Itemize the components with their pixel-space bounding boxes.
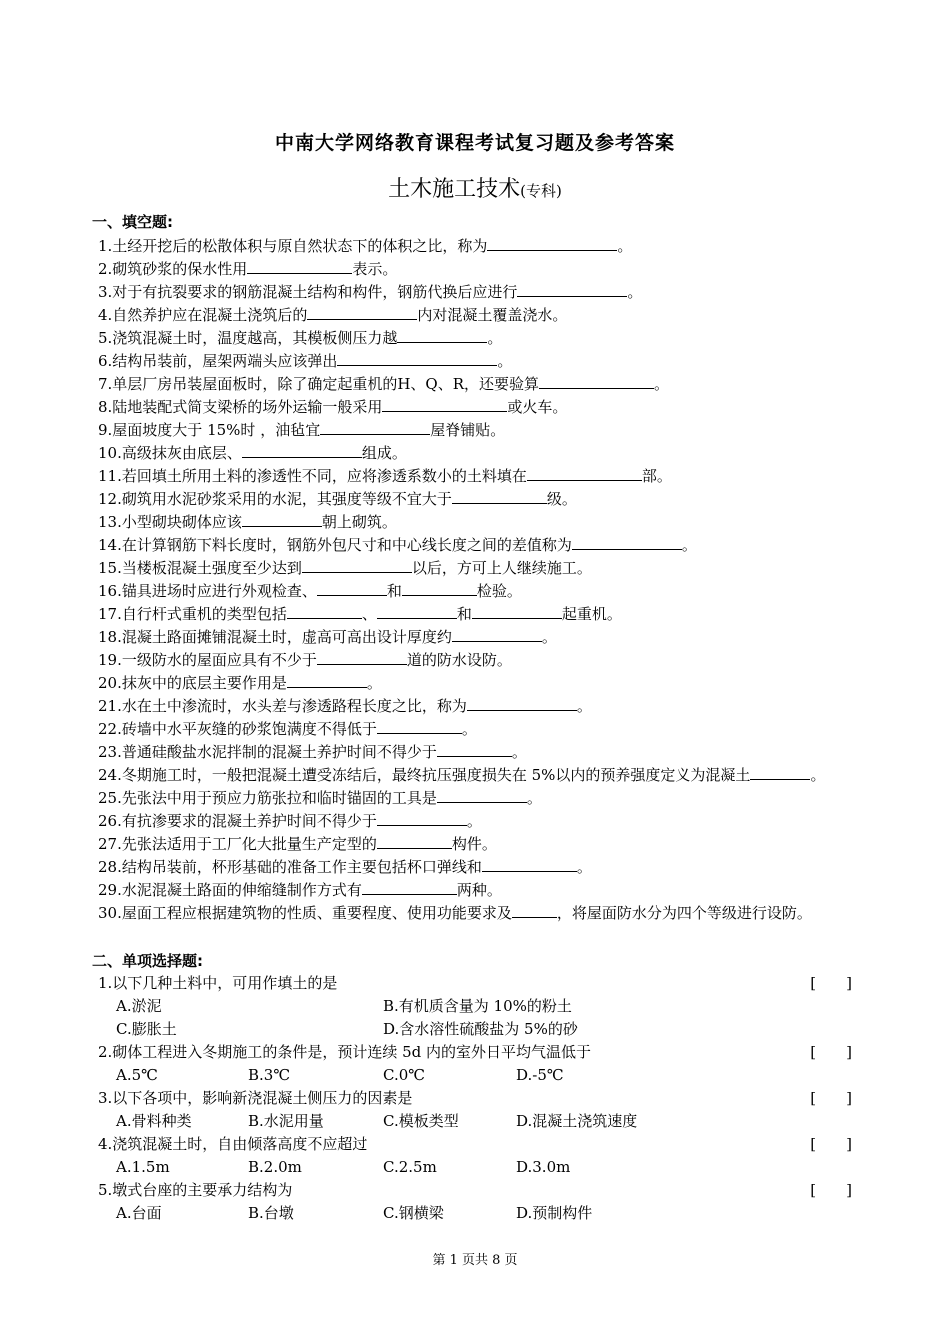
fill-blank-question [98, 694, 898, 717]
question-text: 。 [466, 812, 482, 830]
choice-question-stem [98, 1179, 858, 1202]
choice-option[interactable]: C.模板类型 [383, 1112, 459, 1130]
question-text: 11.若回填土所用土料的渗透性不同，应将渗透系数小的土料填在 [98, 467, 527, 485]
answer-blank[interactable] [320, 418, 430, 435]
question-text: 10.高级抹灰由底层、 [98, 444, 242, 462]
question-text: 21.水在土中渗流时，水头差与渗透路程长度之比，称为 [98, 697, 467, 715]
question-text: 级。 [546, 490, 577, 508]
question-text: 15.当楼板混凝土强度至少达到 [98, 559, 302, 577]
choice-options-row [98, 1018, 858, 1041]
answer-blank[interactable] [362, 878, 457, 895]
course-level: (专科) [520, 182, 562, 200]
page-number: 第 1 页共 8 页 [432, 1253, 518, 1268]
choice-options-row [98, 995, 858, 1018]
fill-blank-question [98, 878, 898, 901]
answer-blank[interactable] [287, 671, 367, 688]
answer-blank[interactable] [317, 648, 407, 665]
answer-blank[interactable] [487, 234, 617, 251]
question-text: 4.浇筑混凝土时，自由倾落高度不应超过 [98, 1135, 368, 1153]
answer-blank[interactable] [302, 556, 412, 573]
fill-blank-question [98, 763, 898, 786]
fill-blank-question [98, 464, 898, 487]
answer-blank[interactable] [750, 763, 810, 780]
question-text: 。 [526, 789, 542, 807]
fill-blank-question [98, 671, 898, 694]
fill-blank-question [98, 395, 898, 418]
question-text: 19.一级防水的屋面应具有不少于 [98, 651, 317, 669]
answer-blank[interactable] [307, 303, 417, 320]
question-text: 8.陆地装配式简支梁桥的场外运输一般采用 [98, 398, 383, 416]
question-text: 。 [366, 674, 382, 692]
question-text: ，将屋面防水分为四个等级进行设防。 [556, 904, 812, 922]
fill-blank-question [98, 533, 898, 556]
choice-question-list [98, 972, 858, 1225]
choice-option[interactable]: B.3℃ [248, 1066, 291, 1084]
question-text: 。 [576, 858, 592, 876]
choice-question-stem [98, 1041, 858, 1064]
answer-blank[interactable] [517, 280, 627, 297]
fill-blank-question [98, 280, 898, 303]
fill-blank-question [98, 740, 898, 763]
question-text: 。 [654, 375, 670, 393]
course-name: 土木施工技术 [388, 177, 521, 202]
fill-blank-question [98, 257, 898, 280]
answer-bracket[interactable]: [ ] [810, 1043, 852, 1061]
answer-blank[interactable] [437, 786, 527, 803]
question-text: 朝上砌筑。 [321, 513, 397, 531]
choice-option[interactable]: D.混凝土浇筑速度 [516, 1112, 638, 1130]
choice-options-row [98, 1156, 858, 1179]
question-text: 。 [576, 697, 592, 715]
question-text: 27.先张法适用于工厂化大批量生产定型的 [98, 835, 377, 853]
answer-blank[interactable] [527, 464, 642, 481]
answer-bracket[interactable]: [ ] [810, 1135, 852, 1153]
question-text: 、 [361, 605, 377, 623]
question-text: 。 [617, 237, 633, 255]
answer-blank[interactable] [539, 372, 654, 389]
choice-option[interactable]: D.-5℃ [516, 1066, 564, 1084]
question-text: 组成。 [361, 444, 407, 462]
question-text: 20.抹灰中的底层主要作用是 [98, 674, 287, 692]
answer-blank[interactable] [337, 349, 497, 366]
question-text: 18.混凝土路面摊铺混凝土时，虚高可高出设计厚度约 [98, 628, 452, 646]
question-text: 道的防水设防。 [406, 651, 512, 669]
answer-blank[interactable] [377, 602, 457, 619]
fill-blank-question [98, 579, 898, 602]
question-text: 4.自然养护应在混凝土浇筑后的 [98, 306, 308, 324]
fill-blank-question [98, 786, 898, 809]
answer-bracket[interactable]: [ ] [810, 974, 852, 992]
choice-options-row [98, 1110, 858, 1133]
question-text: 22.砖墙中水平灰缝的砂浆饱满度不得低于 [98, 720, 377, 738]
question-text: 14.在计算钢筋下料长度时，钢筋外包尺寸和中心线长度之间的差值称为 [98, 536, 572, 554]
choice-question-stem [98, 1133, 858, 1156]
answer-blank[interactable] [572, 533, 682, 550]
question-text: 和 [386, 582, 402, 600]
fill-blank-question [98, 556, 898, 579]
question-text: 屋脊铺贴。 [430, 421, 506, 439]
fill-blank-question [98, 901, 898, 924]
fill-blank-question [98, 809, 898, 832]
question-text: 。 [497, 352, 513, 370]
choice-option[interactable]: B.台墩 [248, 1204, 294, 1222]
question-text: 2.砌体工程进入冬期施工的条件是，预计连续 5d 内的室外日平均气温低于 [98, 1043, 591, 1061]
choice-options-row [98, 1202, 858, 1225]
choice-option[interactable]: C.钢横梁 [383, 1204, 444, 1222]
answer-blank[interactable] [467, 694, 577, 711]
answer-blank[interactable] [397, 326, 487, 343]
question-text: 28.结构吊装前，杯形基础的准备工作主要包括杯口弹线和 [98, 858, 482, 876]
question-text: 1.以下几种土料中，可用作填土的是 [98, 974, 338, 992]
question-text: 起重机。 [561, 605, 622, 623]
choice-option[interactable]: D.含水溶性硫酸盐为 5%的砂 [383, 1020, 578, 1038]
answer-blank[interactable] [482, 855, 577, 872]
fill-blank-question [98, 372, 898, 395]
choice-option[interactable]: A.1.5m [116, 1158, 170, 1176]
question-text: 和 [456, 605, 472, 623]
question-text: 30.屋面工程应根据建筑物的性质、重要程度、使用功能要求及 [98, 904, 512, 922]
question-text: 检验。 [476, 582, 522, 600]
fill-blank-question [98, 441, 898, 464]
choice-option[interactable]: C.膨胀土 [116, 1020, 177, 1038]
page-title: 中南大学网络教育课程考试复习题及参考答案 [274, 132, 675, 154]
question-text: 5.墩式台座的主要承力结构为 [98, 1181, 293, 1199]
answer-blank[interactable] [382, 395, 507, 412]
question-text: 。 [511, 743, 527, 761]
fill-blank-list [98, 234, 898, 924]
fill-blank-question [98, 648, 898, 671]
question-text: 6.结构吊装前，屋架两端头应该弹出 [98, 352, 338, 370]
choice-option[interactable]: B.2.0m [248, 1158, 302, 1176]
answer-blank[interactable] [377, 832, 452, 849]
answer-blank[interactable] [377, 717, 462, 734]
choice-option[interactable]: A.5℃ [116, 1066, 158, 1084]
question-text: 表示。 [352, 260, 398, 278]
choice-option[interactable]: B.有机质含量为 10%的粉土 [383, 997, 572, 1015]
question-text: 3.以下各项中，影响新浇混凝土侧压力的因素是 [98, 1089, 413, 1107]
choice-option[interactable]: D.3.0m [516, 1158, 571, 1176]
choice-options-row [98, 1064, 858, 1087]
question-text: 。 [461, 720, 477, 738]
choice-option[interactable]: C.0℃ [383, 1066, 426, 1084]
choice-question-stem [98, 972, 858, 995]
question-text: 17.自行杆式重机的类型包括 [98, 605, 287, 623]
question-text: 24.冬期施工时，一般把混凝土遭受冻结后，最终抗压强度损失在 5%以内的预养强度定义为混凝土 [98, 766, 751, 784]
question-text: 3.对于有抗裂要求的钢筋混凝土结构和构件，钢筋代换后应进行 [98, 283, 518, 301]
fill-blank-question [98, 303, 898, 326]
question-text: 16.锚具进场时应进行外观检查、 [98, 582, 317, 600]
question-text: 。 [810, 766, 826, 784]
answer-blank[interactable] [377, 809, 467, 826]
answer-blank[interactable] [437, 740, 512, 757]
fill-blank-question [98, 855, 898, 878]
answer-blank[interactable] [317, 579, 387, 596]
question-text: 。 [487, 329, 503, 347]
fill-blank-question [98, 349, 898, 372]
question-text: 5.浇筑混凝土时，温度越高，其模板侧压力越 [98, 329, 398, 347]
section-choice-heading: 二、单项选择题: [92, 952, 203, 970]
choice-option[interactable]: C.2.5m [383, 1158, 437, 1176]
answer-blank[interactable] [452, 625, 542, 642]
question-text: 构件。 [451, 835, 497, 853]
fill-blank-question [98, 602, 898, 625]
answer-bracket[interactable]: [ ] [810, 1089, 852, 1107]
question-text: 25.先张法中用于预应力筋张拉和临时锚固的工具是 [98, 789, 437, 807]
fill-blank-question [98, 234, 898, 257]
question-text: 9.屋面坡度大于 15%时 ，油毡宜 [98, 421, 321, 439]
answer-blank[interactable] [242, 510, 322, 527]
course-title [0, 172, 950, 203]
fill-blank-question [98, 326, 898, 349]
question-text: 7.单层厂房吊装屋面板时，除了确定起重机的H、Q、R，还要验算 [98, 375, 539, 393]
question-text: 。 [681, 536, 697, 554]
answer-bracket[interactable]: [ ] [810, 1181, 852, 1199]
question-text: 内对混凝土覆盖浇水。 [417, 306, 568, 324]
section-fill-blank-heading: 一、填空题: [92, 213, 173, 231]
question-text: 两种。 [456, 881, 502, 899]
question-text: 部。 [641, 467, 672, 485]
question-text: 1.土经开挖后的松散体积与原自然状态下的体积之比，称为 [98, 237, 488, 255]
fill-blank-question [98, 717, 898, 740]
question-text: 26.有抗渗要求的混凝土养护时间不得少于 [98, 812, 377, 830]
question-text: 13.小型砌块砌体应该 [98, 513, 242, 531]
fill-blank-question [98, 625, 898, 648]
answer-blank[interactable] [287, 602, 362, 619]
answer-blank[interactable] [512, 901, 557, 918]
answer-blank[interactable] [247, 257, 352, 274]
choice-option[interactable]: D.预制构件 [516, 1204, 593, 1222]
fill-blank-question [98, 418, 898, 441]
question-text: 12.砌筑用水泥砂浆采用的水泥，其强度等级不宜大于 [98, 490, 452, 508]
fill-blank-question [98, 510, 898, 533]
question-text: 。 [541, 628, 557, 646]
question-text: 2.砌筑砂浆的保水性用 [98, 260, 248, 278]
choice-option[interactable]: A.台面 [116, 1204, 162, 1222]
question-text: 或火车。 [507, 398, 568, 416]
fill-blank-question [98, 487, 898, 510]
answer-blank[interactable] [452, 487, 547, 504]
answer-blank[interactable] [402, 579, 477, 596]
fill-blank-question [98, 832, 898, 855]
question-text: 23.普通硅酸盐水泥拌制的混凝土养护时间不得少于 [98, 743, 437, 761]
question-text: 以后，方可上人继续施工。 [411, 559, 592, 577]
answer-blank[interactable] [242, 441, 362, 458]
choice-option[interactable]: B.水泥用量 [248, 1112, 324, 1130]
question-text: 。 [627, 283, 643, 301]
answer-blank[interactable] [472, 602, 562, 619]
choice-option[interactable]: A.骨料种类 [116, 1112, 192, 1130]
choice-option[interactable]: A.淤泥 [116, 997, 162, 1015]
question-text: 29.水泥混凝土路面的伸缩缝制作方式有 [98, 881, 362, 899]
choice-question-stem [98, 1087, 858, 1110]
